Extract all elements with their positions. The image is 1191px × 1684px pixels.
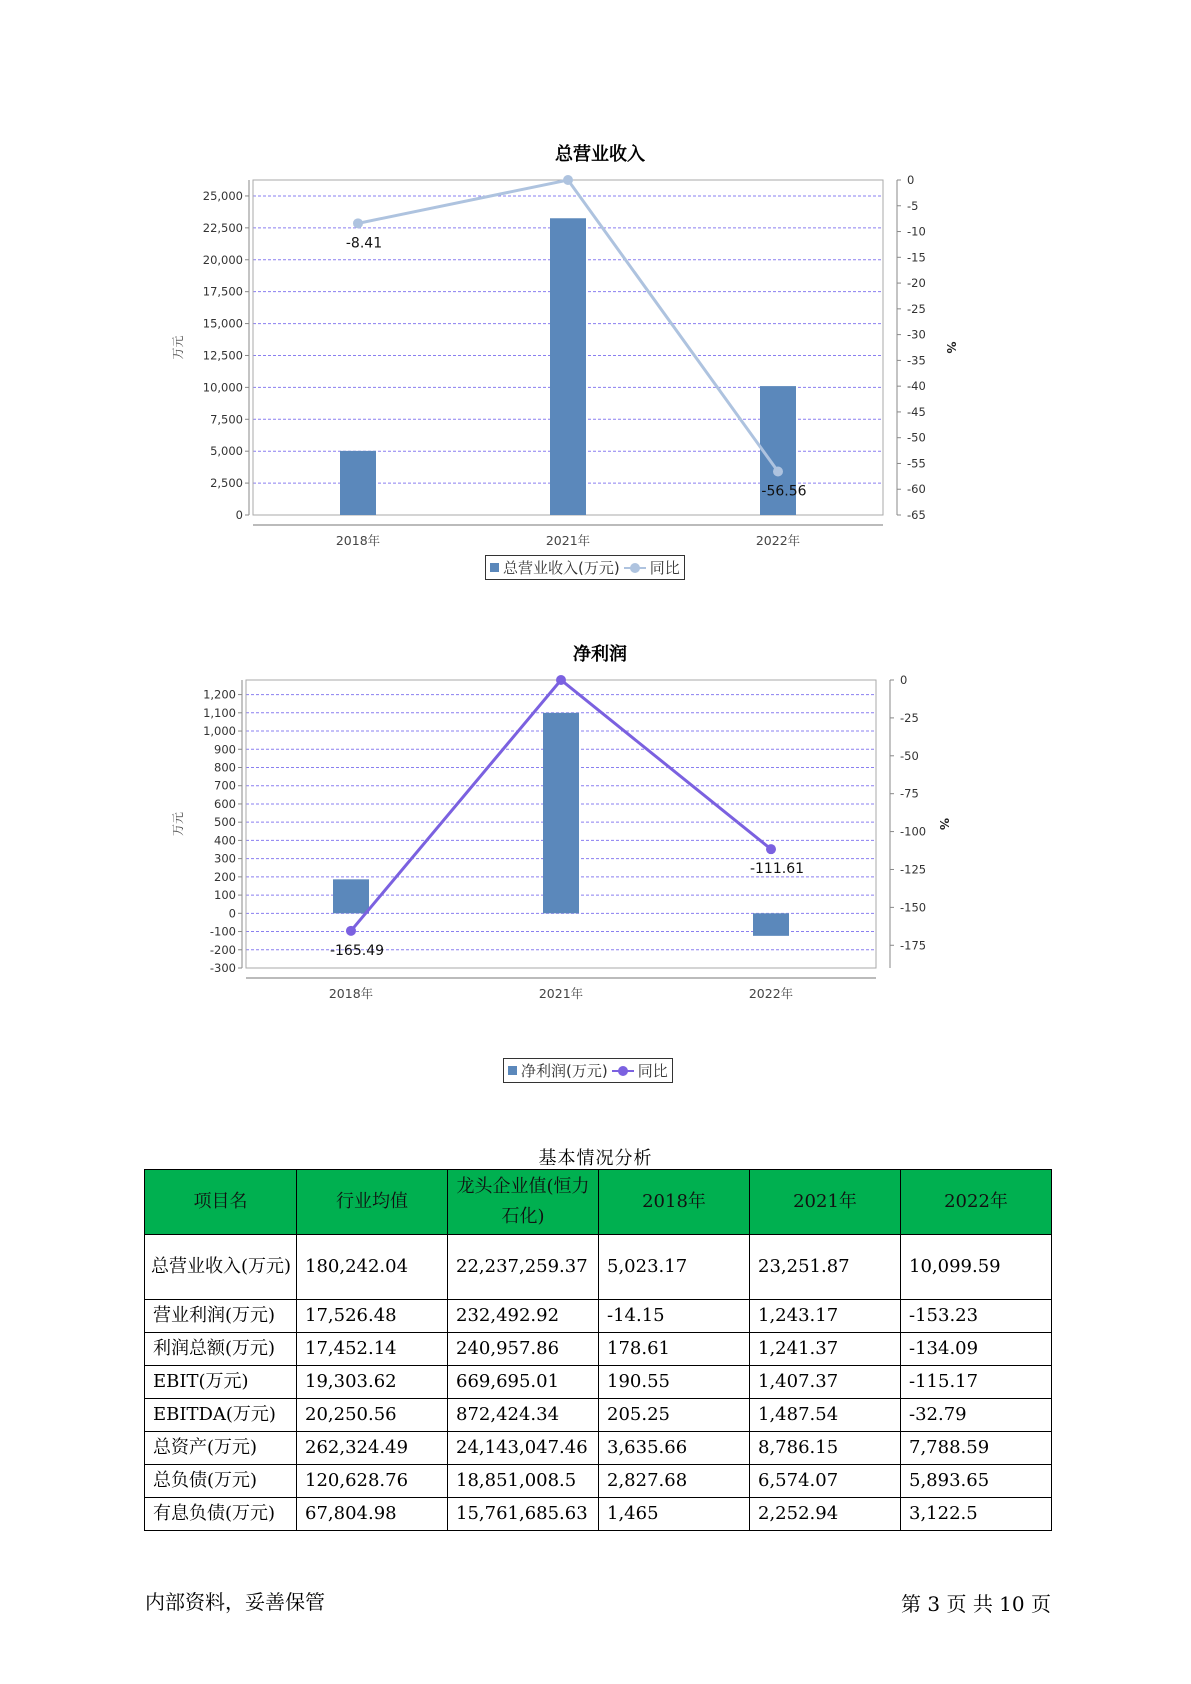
table-cell: 总资产(万元) — [145, 1432, 297, 1465]
table-row — [145, 1465, 1052, 1498]
table-cell: EBITDA(万元) — [145, 1399, 297, 1432]
table-row — [145, 1333, 1052, 1366]
table-cell: 5,893.65 — [901, 1465, 1052, 1498]
y-tick-label: 15,000 — [202, 316, 243, 331]
table-cell: 3,635.66 — [599, 1432, 750, 1465]
table-cell: 190.55 — [599, 1366, 750, 1399]
y2-tick-label: -35 — [907, 353, 926, 368]
y2-tick-label: -150 — [900, 900, 927, 915]
x-tick-label: 2022年 — [755, 533, 801, 548]
y-tick-label: 17,500 — [202, 284, 243, 299]
legend-label-bar: 净利润(万元) — [521, 1062, 608, 1080]
net-profit-chart-plot — [170, 668, 1030, 1078]
table-cell: 1,465 — [599, 1498, 750, 1531]
y2-tick-label: -75 — [900, 786, 919, 801]
y2-tick-label: -175 — [900, 938, 927, 953]
data-label: -56.56 — [761, 483, 807, 500]
table-row — [145, 1432, 1052, 1465]
bar — [550, 218, 586, 515]
legend-label-line: 同比 — [649, 559, 680, 577]
y-tick-label: 0 — [235, 508, 243, 522]
table-cell: -153.23 — [901, 1300, 1052, 1333]
bar — [340, 451, 376, 515]
y2-axis-title: % — [937, 817, 951, 831]
y-tick-label: 300 — [214, 851, 236, 866]
table-cell: -14.15 — [599, 1300, 750, 1333]
y2-tick-label: -5 — [907, 198, 919, 213]
analysis-table — [144, 1169, 1052, 1531]
chart-legend — [485, 555, 685, 580]
table-cell: 262,324.49 — [297, 1432, 448, 1465]
table-row — [145, 1399, 1052, 1432]
line-point — [346, 926, 356, 936]
table-header: 项目名 — [145, 1170, 297, 1235]
y-tick-label: 12,500 — [202, 348, 243, 363]
y-axis-title: 万元 — [171, 335, 185, 360]
y-tick-label: 2,500 — [210, 476, 243, 491]
table-cell: 872,424.34 — [448, 1399, 599, 1432]
table-cell: -115.17 — [901, 1366, 1052, 1399]
line-point — [353, 218, 363, 228]
table-cell: 24,143,047.46 — [448, 1432, 599, 1465]
y2-tick-label: -45 — [907, 404, 926, 419]
x-tick-label: 2018年 — [335, 533, 381, 548]
y-tick-label: 500 — [214, 815, 236, 830]
table-header: 2021年 — [750, 1170, 901, 1235]
table-cell: 总负债(万元) — [145, 1465, 297, 1498]
table-row — [145, 1498, 1052, 1531]
table-cell: 有息负债(万元) — [145, 1498, 297, 1531]
line-legend-swatch — [612, 1066, 634, 1076]
x-tick-label: 2021年 — [538, 986, 584, 1001]
y-tick-label: 20,000 — [202, 252, 243, 267]
y-tick-label: 5,000 — [210, 444, 243, 459]
bar-legend-swatch — [490, 563, 499, 572]
y-tick-label: 0 — [228, 906, 236, 921]
y2-tick-label: -65 — [907, 508, 926, 522]
y-tick-label: 900 — [214, 742, 236, 757]
table-row — [145, 1235, 1052, 1300]
table-cell: 总营业收入(万元) — [145, 1235, 297, 1300]
line-point — [556, 675, 566, 685]
table-cell: EBIT(万元) — [145, 1366, 297, 1399]
table-cell: 6,574.07 — [750, 1465, 901, 1498]
table-cell: 120,628.76 — [297, 1465, 448, 1498]
table-cell: 178.61 — [599, 1333, 750, 1366]
legend-label-line: 同比 — [637, 1062, 668, 1080]
table-cell: 18,851,008.5 — [448, 1465, 599, 1498]
y-tick-label: 400 — [214, 833, 236, 848]
y2-tick-label: -15 — [907, 250, 926, 265]
revenue-chart-plot — [170, 168, 1030, 578]
table-cell: 利润总额(万元) — [145, 1333, 297, 1366]
y2-tick-label: -100 — [900, 824, 927, 839]
table-cell: 7,788.59 — [901, 1432, 1052, 1465]
y-tick-label: 100 — [214, 888, 236, 903]
footer-page-number: 第 3 页 共 10 页 — [901, 1592, 1051, 1616]
table-header-row — [145, 1170, 1052, 1235]
table-row — [145, 1366, 1052, 1399]
y-tick-label: -300 — [209, 961, 236, 975]
revenue-chart — [170, 130, 1030, 580]
y-tick-label: 1,200 — [203, 687, 236, 702]
y2-tick-label: -25 — [900, 710, 919, 725]
table-cell: 1,407.37 — [750, 1366, 901, 1399]
y-tick-label: 1,000 — [203, 724, 236, 739]
y2-tick-label: -40 — [907, 379, 926, 394]
data-label: -111.61 — [749, 861, 805, 878]
table-cell: 3,122.5 — [901, 1498, 1052, 1531]
data-label: -165.49 — [329, 942, 385, 959]
table-cell: 669,695.01 — [448, 1366, 599, 1399]
table-cell: 22,237,259.37 — [448, 1235, 599, 1300]
table-cell: 232,492.92 — [448, 1300, 599, 1333]
y-tick-label: 1,100 — [203, 705, 236, 720]
table-cell: 67,804.98 — [297, 1498, 448, 1531]
table-cell: 17,452.14 — [297, 1333, 448, 1366]
net-profit-chart — [170, 630, 1030, 1090]
y2-tick-label: -55 — [907, 456, 926, 471]
table-cell: 19,303.62 — [297, 1366, 448, 1399]
y2-tick-label: -50 — [900, 748, 919, 763]
y2-tick-label: -20 — [907, 276, 926, 291]
y2-axis-title: % — [944, 341, 958, 354]
table-header: 行业均值 — [297, 1170, 448, 1235]
table-cell: 1,241.37 — [750, 1333, 901, 1366]
y-tick-label: 25,000 — [202, 188, 243, 203]
y-axis-title: 万元 — [171, 811, 185, 837]
table-cell: 15,761,685.63 — [448, 1498, 599, 1531]
y2-tick-label: -10 — [907, 224, 926, 239]
x-tick-label: 2021年 — [545, 533, 591, 548]
y-tick-label: 700 — [214, 778, 236, 793]
table-cell: 205.25 — [599, 1399, 750, 1432]
y-tick-label: 22,500 — [202, 220, 243, 235]
bar-legend-swatch — [508, 1066, 517, 1075]
table-cell: 23,251.87 — [750, 1235, 901, 1300]
table-cell: 180,242.04 — [297, 1235, 448, 1300]
y2-tick-label: 0 — [907, 173, 915, 187]
x-tick-label: 2022年 — [748, 986, 794, 1001]
y-tick-label: 7,500 — [210, 412, 243, 427]
table-cell: 8,786.15 — [750, 1432, 901, 1465]
line-point — [766, 844, 776, 854]
y-tick-label: 600 — [214, 796, 236, 811]
table-row — [145, 1300, 1052, 1333]
table-cell: 2,827.68 — [599, 1465, 750, 1498]
table-cell: 1,487.54 — [750, 1399, 901, 1432]
chart-legend — [503, 1058, 673, 1083]
table-cell: 2,252.94 — [750, 1498, 901, 1531]
chart-title: 净利润 — [573, 644, 627, 665]
chart-title: 总营业收入 — [555, 144, 645, 165]
line-point — [773, 467, 783, 477]
table-header: 龙头企业值(恒力石化) — [448, 1170, 599, 1235]
x-tick-label: 2018年 — [328, 986, 374, 1001]
y-tick-label: -100 — [209, 924, 236, 939]
table-cell: 20,250.56 — [297, 1399, 448, 1432]
table-cell: 5,023.17 — [599, 1235, 750, 1300]
y-tick-label: 200 — [214, 869, 236, 884]
y2-tick-label: -30 — [907, 327, 926, 342]
data-label: -8.41 — [345, 235, 383, 252]
y2-tick-label: -125 — [900, 862, 927, 877]
y-tick-label: 800 — [214, 760, 236, 775]
y-tick-label: -200 — [209, 942, 236, 957]
table-cell: -32.79 — [901, 1399, 1052, 1432]
legend-label-bar: 总营业收入(万元) — [503, 559, 620, 577]
bar — [543, 713, 579, 913]
table-cell: 营业利润(万元) — [145, 1300, 297, 1333]
table-header: 2022年 — [901, 1170, 1052, 1235]
bar — [753, 913, 789, 936]
y2-tick-label: -50 — [907, 430, 926, 445]
table-cell: 240,957.86 — [448, 1333, 599, 1366]
line-point — [563, 175, 573, 185]
table-header: 2018年 — [599, 1170, 750, 1235]
table-cell: 10,099.59 — [901, 1235, 1052, 1300]
line-legend-swatch — [624, 563, 646, 573]
table-cell: 1,243.17 — [750, 1300, 901, 1333]
table-cell: 17,526.48 — [297, 1300, 448, 1333]
footer-confidential-note: 内部资料，妥善保管 — [145, 1590, 325, 1614]
y-tick-label: 10,000 — [202, 380, 243, 395]
y2-tick-label: -60 — [907, 482, 926, 497]
y2-tick-label: -25 — [907, 301, 926, 316]
y2-tick-label: 0 — [900, 673, 908, 687]
table-caption: 基本情况分析 — [538, 1148, 653, 1169]
bar — [333, 879, 369, 913]
table-cell: -134.09 — [901, 1333, 1052, 1366]
